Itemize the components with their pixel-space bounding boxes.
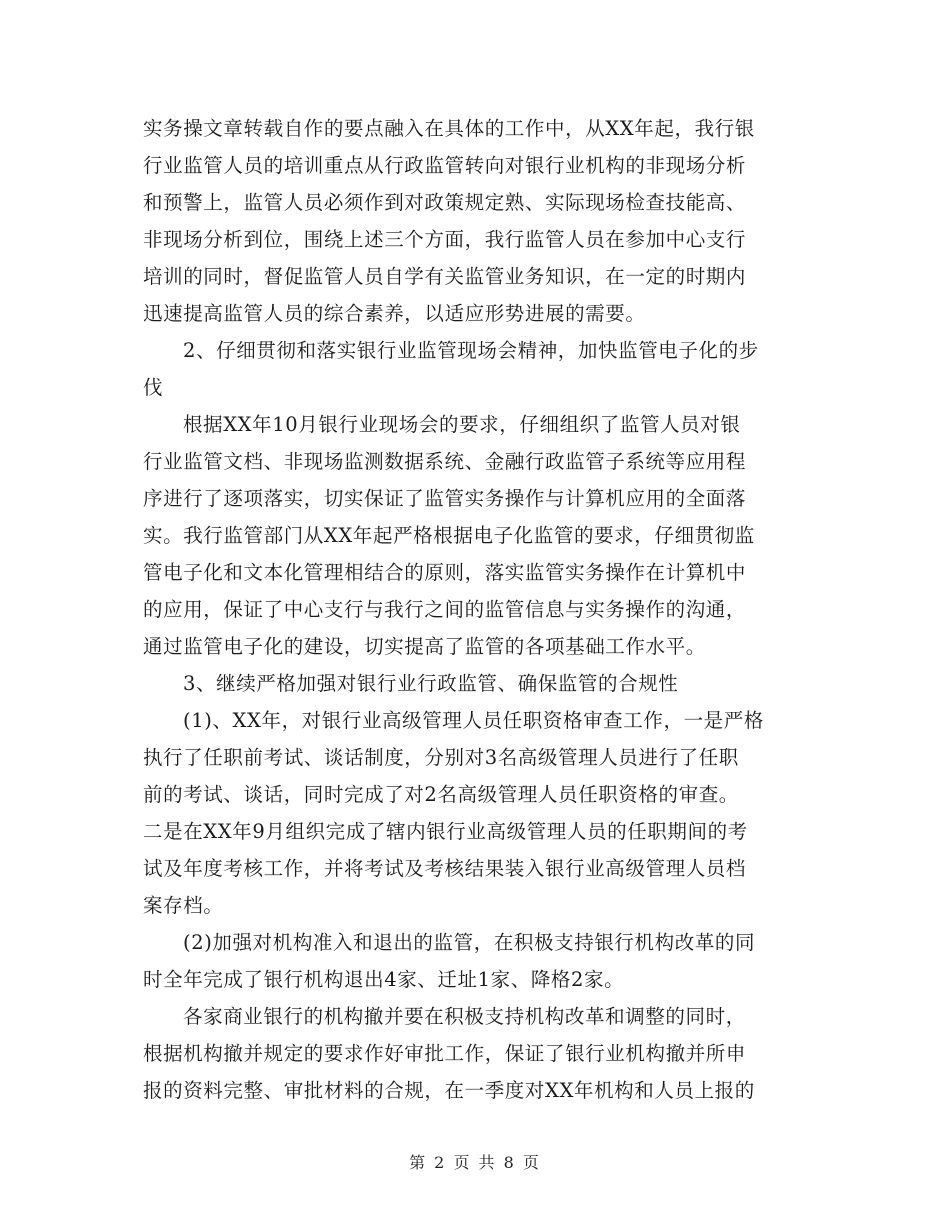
text-line: 前的考试、谈话，同时完成了对2名高级管理人员任职资格的审查。 <box>143 783 739 806</box>
text-line: 序进行了逐项落实，切实保证了监管实务操作与计算机应用的全面落 <box>143 487 747 510</box>
text-line: 行业监管文档、非现场监测数据系统、金融行政监管子系统等应用程 <box>143 450 747 473</box>
text-line: 培训的同时，督促监管人员自学有关监管业务知识，在一定的时期内 <box>143 265 747 288</box>
section-heading <box>143 665 813 702</box>
section-heading <box>143 332 813 406</box>
paragraph <box>143 998 813 1109</box>
text-line: 迅速提高监管人员的综合素养，以适应形势进展的需要。 <box>143 302 646 325</box>
text-line: 的应用，保证了中心支行与我行之间的监管信息与实务操作的沟通， <box>143 598 747 621</box>
page-number-footer: 第 2 页 共 8 页 <box>409 1153 541 1172</box>
text-line: 实务操文章转载自作的要点融入在具体的工作中，从XX年起，我行银 <box>143 117 755 140</box>
text-line: 根据机构撤并规定的要求作好审批工作，保证了银行业机构撤并所申 <box>143 1042 747 1065</box>
heading-line: 3、继续严格加强对银行业行政监管、确保监管的合规性 <box>183 672 679 695</box>
paragraph <box>143 406 813 665</box>
text-line: 各家商业银行的机构撤并要在积极支持机构改革和调整的同时， <box>183 1005 746 1028</box>
text-line: 执行了任职前考试、谈话制度，分别对3名高级管理人员进行了任职 <box>143 746 739 769</box>
heading-line: 2、仔细贯彻和落实银行业监管现场会精神，加快监管电子化的步 <box>183 339 759 362</box>
text-line: 二是在XX年9月组织完成了辖内银行业高级管理人员的任职期间的考 <box>143 820 748 843</box>
heading-line: 伐 <box>143 376 164 399</box>
text-line: 试及年度考核工作，并将考试及考核结果装入银行业高级管理人员档 <box>143 857 747 880</box>
text-line: 行业监管人员的培训重点从行政监管转向对银行业机构的非现场分析 <box>143 154 747 177</box>
paragraph <box>143 924 813 998</box>
text-line: 实。我行监管部门从XX年起严格根据电子化监管的要求，仔细贯彻监 <box>143 524 755 547</box>
paragraph <box>143 702 813 924</box>
text-line: 报的资料完整、审批材料的合规，在一季度对XX年机构和人员上报的 <box>143 1079 755 1102</box>
text-line: (1)、XX年，对银行业高级管理人员任职资格审查工作，一是严格 <box>183 709 764 732</box>
text-line: 管电子化和文本化管理相结合的原则，落实监管实务操作在计算机中 <box>143 561 747 584</box>
text-line: 非现场分析到位，围绕上述三个方面，我行监管人员在参加中心支行 <box>143 228 747 251</box>
text-line: 时全年完成了银行机构退出4家、迁址1家、降格2家。 <box>143 968 625 991</box>
text-line: 根据XX年10月银行业现场会的要求，仔细组织了监管人员对银 <box>183 413 741 436</box>
text-line: 通过监管电子化的建设，切实提高了监管的各项基础工作水平。 <box>143 635 706 658</box>
text-line: 和预警上，监管人员必须作到对政策规定熟、实际现场检查技能高、 <box>143 191 747 214</box>
paragraph <box>143 110 813 332</box>
text-line: 案存档。 <box>143 894 224 917</box>
text-line: (2)加强对机构准入和退出的监管，在积极支持银行机构改革的同 <box>183 931 756 954</box>
document-body <box>143 110 813 1109</box>
